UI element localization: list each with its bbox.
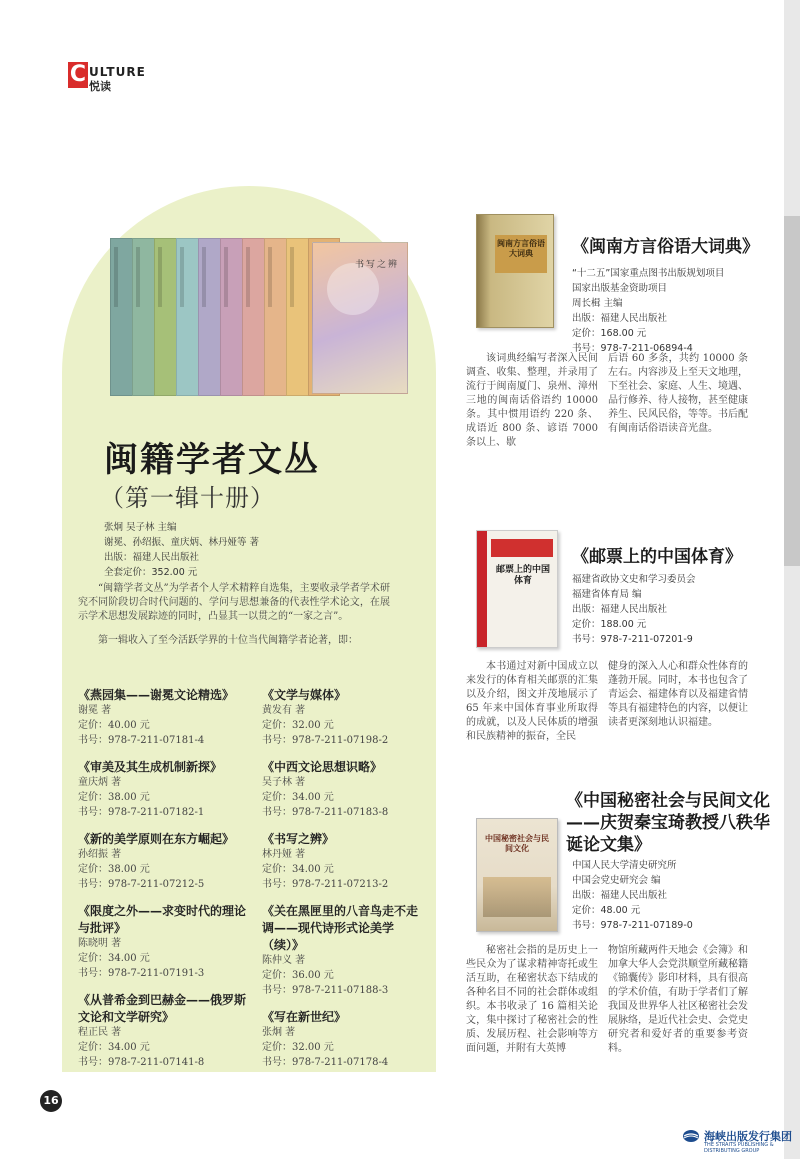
- book-author: 孙绍振 著: [78, 849, 122, 860]
- feature-meta-line: 书号：978-7-211-07189-0: [572, 920, 693, 931]
- series-title: 闽籍学者文丛: [104, 440, 320, 480]
- book-author: 黄发有 著: [262, 705, 306, 716]
- series-books-image: [110, 238, 406, 396]
- book-isbn: 书号：978-7-211-07212-5: [78, 879, 205, 890]
- list-item: [78, 686, 246, 748]
- book-author: 林丹娅 著: [262, 849, 306, 860]
- book-isbn: 书号：978-7-211-07141-8: [78, 1057, 205, 1068]
- book-isbn: 书号：978-7-211-07191-3: [78, 968, 205, 979]
- book-author: 谢冕 著: [78, 705, 112, 716]
- series-authors: 谢冕、孙绍振、童庆炳、林丹娅等 著: [104, 537, 260, 548]
- feature-meta-line: 中国人民大学清史研究所: [572, 860, 677, 871]
- series-publisher: 出版：福建人民出版社: [104, 552, 200, 563]
- book-isbn: 书号：978-7-211-07181-4: [78, 735, 205, 746]
- feature-body-col2: 健身的深入人心和群众性体育的蓬勃开展。同时，本书也包含了青运会、福建体育以及福建省情等具有福建特色的内容，以便让读者更深刻地认识福建。: [608, 661, 748, 728]
- feature-meta-line: 福建省体育局 编: [572, 589, 642, 600]
- book-isbn: 书号：978-7-211-07182-1: [78, 807, 205, 818]
- feature-meta-line: 出版：福建人民出版社: [572, 890, 668, 901]
- feature-body-col2: 物馆所藏两件天地会《会簿》和加拿大华人会党洪顺堂所藏秘籍《锦囊传》影印材料，具有很高的学术价值，有助于学者们了解我国及世界华人社区秘密社会发展脉络，是近代社会史、会党史研究者和爱好者的重要参考资料。: [608, 945, 748, 1054]
- book-isbn: 书号：978-7-211-07183-8: [262, 807, 389, 818]
- book-title: 《关在黑匣里的八音鸟走不走调——现代诗形式论美学（续）》: [262, 904, 419, 952]
- publisher-logo-icon: [682, 1128, 700, 1142]
- book-title: 《中西文论思想识略》: [262, 760, 383, 774]
- book-list-left: [78, 686, 246, 1070]
- book-author: 童庆炳 著: [78, 777, 122, 788]
- list-item: [262, 830, 426, 892]
- series-meta: [104, 520, 404, 580]
- feature-meta: [572, 266, 782, 356]
- book-title: 《写在新世纪》: [262, 1010, 347, 1024]
- feature-meta-line: 书号：978-7-211-06894-4: [572, 343, 693, 354]
- list-item: [262, 686, 426, 748]
- feature-meta-line: 国家出版基金资助项目: [572, 283, 668, 294]
- cover-title: 邮票上的中国体育: [495, 565, 550, 586]
- feature-meta-line: 中国会党史研究会 编: [572, 875, 661, 886]
- feature-meta-line: 周长楫 主编: [572, 298, 623, 309]
- list-item: [262, 902, 426, 998]
- side-rule-marker: [784, 216, 800, 566]
- book-price: 定价：36.00 元: [262, 970, 334, 981]
- book-price: 定价：40.00 元: [78, 720, 150, 731]
- feature-meta-line: 定价：48.00 元: [572, 905, 641, 916]
- book-isbn: 书号：978-7-211-07178-4: [262, 1057, 389, 1068]
- feature-title: 《邮票上的中国体育》: [572, 547, 742, 567]
- list-item: [78, 830, 246, 892]
- cover-title: 闽南方言俗语大词典: [495, 235, 547, 273]
- book-isbn: 书号：978-7-211-07213-2: [262, 879, 389, 890]
- book-price: 定价：34.00 元: [262, 792, 334, 803]
- book-title: 《限度之外——求变时代的理论与批评》: [78, 904, 247, 935]
- book-title: 《文学与媒体》: [262, 688, 347, 702]
- book-price: 定价：32.00 元: [262, 1042, 334, 1053]
- book-title: 《从普希金到巴赫金——俄罗斯文论和文学研究》: [78, 993, 247, 1024]
- series-price: 全套定价：352.00 元: [104, 567, 198, 578]
- feature-title: 《闽南方言俗语大词典》: [572, 237, 759, 257]
- book-price: 定价：38.00 元: [78, 864, 150, 875]
- book-title: 《燕园集——谢冕文论精选》: [78, 688, 235, 702]
- cover-title: 中国秘密社会与民间文化: [485, 833, 549, 853]
- list-item: [78, 991, 246, 1070]
- book-isbn: 书号：978-7-211-07198-2: [262, 735, 389, 746]
- publisher-name-en: THE STRAITS PUBLISHING & DISTRIBUTING GROUP: [704, 1142, 774, 1154]
- feature-body-col1: 该词典经编写者深入民间调查、收集、整理，并录用了流行于闽南厦门、泉州、漳州三地的闽南话俗语约 10000 条。其中惯用语约 220 条、成语近 800 条、谚语 7000 条以上、歇: [466, 353, 598, 448]
- series-editors: 张炯 吴子林 主编: [104, 522, 177, 533]
- publisher-name: 海峡出版发行集团: [704, 1130, 792, 1143]
- book-price: 定价：38.00 元: [78, 792, 150, 803]
- feature-meta-line: 定价：168.00 元: [572, 328, 647, 339]
- book-cover-image: [476, 214, 554, 328]
- book-title: 《新的美学原则在东方崛起》: [78, 832, 235, 846]
- list-item: [78, 902, 246, 981]
- culture-logo-mark: C: [69, 62, 87, 87]
- feature-meta: [572, 572, 782, 647]
- feature-meta-line: 出版：福建人民出版社: [572, 604, 668, 615]
- series-description: “闽籍学者文丛”为学者个人学术精粹自选集，主要收录学者学术研究不同阶段切合时代问题的、学问与思想兼备的代表性学术论文，在展示学术思想发展踪迹的同时，凸显其一以贯之的“一家之言”。: [78, 583, 390, 622]
- book-price: 定价：34.00 元: [78, 1042, 150, 1053]
- feature-meta: [572, 858, 782, 933]
- feature-meta-line: “十二五”国家重点图书出版规划项目: [572, 268, 725, 279]
- book-price: 定价：32.00 元: [262, 720, 334, 731]
- feature-meta-line: 出版：福建人民出版社: [572, 313, 668, 324]
- front-cover-image: [312, 242, 408, 394]
- book-author: 程正民 著: [78, 1027, 122, 1038]
- list-item: [78, 758, 246, 820]
- section-label: 悦读: [89, 80, 111, 93]
- book-price: 定价：34.00 元: [262, 864, 334, 875]
- list-item: [262, 758, 426, 820]
- list-item: [262, 1008, 426, 1070]
- feature-body-col1: 本书通过对新中国成立以来发行的体育相关邮票的汇集以及介绍，图文并茂地展示了 65 年来中国体育事业所取得的成就，以及人民体质的增强和民族精神的振奋，全民: [466, 661, 598, 742]
- book-title: 《书写之辨》: [262, 832, 335, 846]
- book-title: 《审美及其生成机制新探》: [78, 760, 223, 774]
- feature-body-col2: 后语 60 多条，共约 10000 条左右。内容涉及上至天文地理，下至社会、家庭、人生、境遇、品行修养、待人接物，甚至健康养生、民风民俗，等等。书后配有闽南话俗语读音光盘。: [608, 353, 748, 434]
- book-price: 定价：34.00 元: [78, 953, 150, 964]
- book-author: 张炯 著: [262, 1027, 296, 1038]
- book-cover-image: [476, 818, 558, 932]
- book-author: 陈晓明 著: [78, 938, 122, 949]
- book-author: 陈仲义 著: [262, 955, 306, 966]
- feature-meta-line: 定价：188.00 元: [572, 619, 647, 630]
- feature-title: 《中国秘密社会与民间文化——庆贺秦宝琦教授八秩华诞论文集》: [566, 791, 770, 855]
- book-author: 吴子林 著: [262, 777, 306, 788]
- culture-logo-word: ULTURE: [89, 65, 146, 79]
- series-description-2: 第一辑收入了至今活跃学界的十位当代闽籍学者论著，即：: [98, 635, 358, 646]
- feature-body-col1: 秘密社会指的是历史上一些民众为了谋求精神寄托或生活互助，在秘密状态下结成的各种名目不同的社会群体或组织。本书收录了 16 篇相关论文，集中探讨了秘密社会的性质、发展历程、社会影响等方面问题，并附有大英博: [466, 945, 598, 1054]
- series-subtitle: （第一辑十册）: [100, 484, 275, 512]
- page-number: 16: [40, 1090, 62, 1112]
- book-cover-image: [476, 530, 558, 648]
- feature-meta-line: 福建省政协文史和学习委员会: [572, 574, 696, 585]
- feature-meta-line: 书号：978-7-211-07201-9: [572, 634, 693, 645]
- cover-title: 书写之辨: [354, 260, 399, 270]
- side-rule: [784, 0, 800, 1159]
- book-isbn: 书号：978-7-211-07188-3: [262, 985, 389, 996]
- book-list-right: [262, 686, 426, 1070]
